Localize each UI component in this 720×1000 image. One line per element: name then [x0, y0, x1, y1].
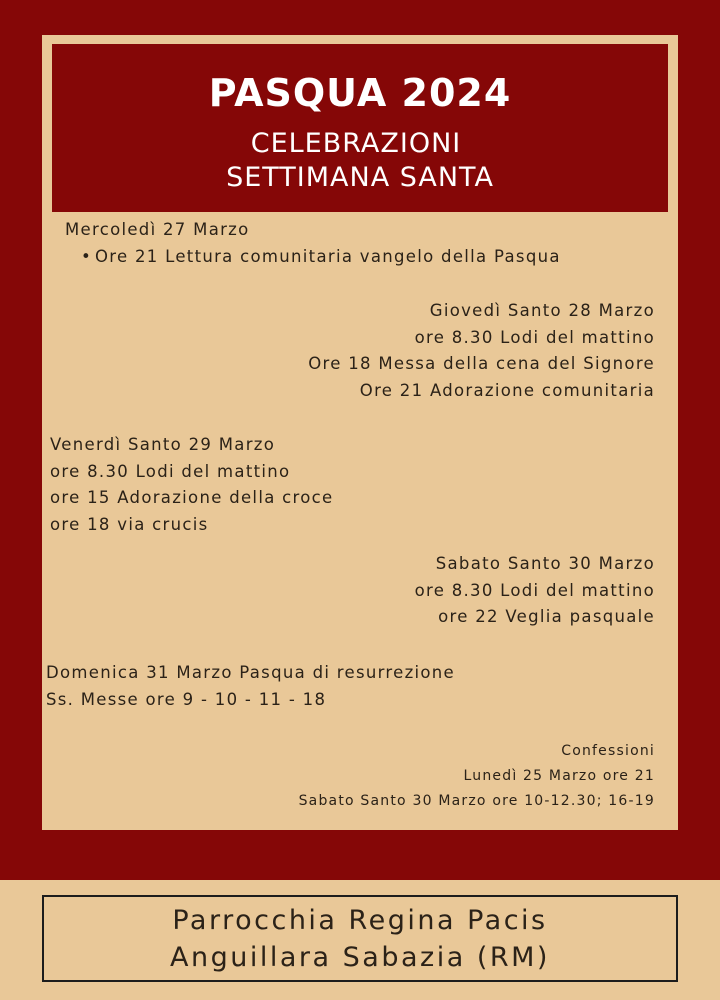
page-title: PASQUA 2024 [208, 71, 512, 115]
saturday-day: Sabato Santo 30 Marzo [435, 554, 655, 573]
parish-location: Anguillara Sabazia (RM) [170, 942, 550, 973]
saturday-section [415, 551, 655, 631]
list-item: ore 8.30 Lodi del mattino [50, 461, 291, 481]
header-banner [52, 44, 668, 212]
list-item: Ore 21 Adorazione comunitaria [359, 380, 655, 400]
friday-section [50, 432, 333, 538]
thursday-day: Giovedì Santo 28 Marzo [429, 301, 655, 320]
friday-day: Venerdì Santo 29 Marzo [50, 435, 276, 454]
confessions-section [299, 739, 655, 814]
list-item: ore 22 Veglia pasquale [438, 607, 655, 626]
list-item: ore 15 Adorazione della croce [50, 488, 334, 507]
list-item: Lunedì 25 Marzo ore 21 [463, 768, 655, 784]
confessions-title: Confessioni [561, 743, 655, 759]
list-item: ore 8.30 Lodi del mattino [414, 580, 655, 600]
subtitle-line-1: CELEBRAZIONI [250, 128, 462, 159]
list-item: Ss. Messe ore 9 - 10 - 11 - 18 [46, 689, 327, 709]
parish-footer [42, 895, 678, 982]
subtitle-line-2: SETTIMANA SANTA [226, 162, 494, 193]
wednesday-day: Mercoledì 27 Marzo [65, 220, 250, 239]
sunday-day: Domenica 31 Marzo Pasqua di resurrezione [46, 663, 456, 682]
list-item: ore 18 via crucis [50, 514, 209, 534]
list-item: Sabato Santo 30 Marzo ore 10-12.30; 16-19 [298, 793, 655, 809]
wednesday-section [65, 217, 561, 270]
parish-name: Parrocchia Regina Pacis [172, 905, 548, 936]
wednesday-list [65, 244, 561, 271]
sunday-section [46, 660, 455, 713]
thursday-section [308, 298, 655, 404]
list-item: • Ore 21 Lettura comunitaria vangelo della Pasqua [95, 244, 561, 271]
list-item: Ore 18 Messa della cena del Signore [308, 354, 655, 373]
list-item: ore 8.30 Lodi del mattino [414, 327, 655, 347]
